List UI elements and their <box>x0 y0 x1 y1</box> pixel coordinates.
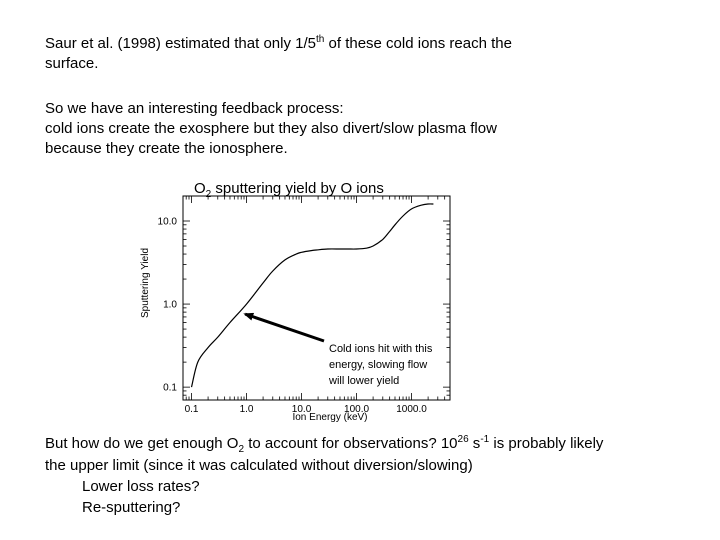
annotation-line-2: energy, slowing flow <box>329 359 428 371</box>
bottom-line-1 <box>45 434 603 453</box>
bottom-superscript-minus-1: -1 <box>480 434 490 445</box>
x-tick-label: 1.0 <box>239 404 254 415</box>
bottom-text-d: is probably likely <box>489 435 604 452</box>
bottom-text-c: s <box>468 435 481 452</box>
intro-superscript: th <box>316 34 325 45</box>
bottom-line-3: Lower loss rates? <box>82 478 200 495</box>
y-tick-label: 0.1 <box>163 382 177 394</box>
bottom-text-b: to account for observations? 10 <box>244 435 458 452</box>
feedback-line-2: cold ions create the exosphere but they also divert/slow plasma flow <box>45 120 497 137</box>
chart-title <box>194 179 384 198</box>
chart-title-b: sputtering yield by O ions <box>211 180 384 197</box>
intro-line-1 <box>45 34 512 53</box>
intro-text-b: of these cold ions reach the <box>324 35 512 52</box>
intro-line-2: surface. <box>45 55 99 72</box>
x-tick-label: 100.0 <box>344 404 370 415</box>
chart-annotation <box>329 341 432 389</box>
y-tick-label: 10.0 <box>157 216 177 228</box>
bottom-superscript-26: 26 <box>457 434 469 445</box>
intro-text-a: Saur et al. (1998) estimated that only 1/5 <box>45 35 316 52</box>
annotation-line-3: will lower yield <box>329 375 400 387</box>
y-axis-label: Sputtering Yield <box>140 247 151 319</box>
x-tick-label: 1000.0 <box>396 404 427 415</box>
feedback-line-3: because they create the ionosphere. <box>45 140 288 157</box>
feedback-line-1: So we have an interesting feedback process: <box>45 100 344 117</box>
y-tick-label: 1.0 <box>163 299 177 311</box>
chart-title-a: O <box>194 180 206 197</box>
bottom-line-4: Re-sputtering? <box>82 499 181 516</box>
bottom-subscript: 2 <box>238 444 245 455</box>
chart-title-sub: 2 <box>205 189 212 200</box>
annotation-line-1: Cold ions hit with this <box>329 343 433 355</box>
x-axis-label: Ion Energy (keV) <box>292 412 368 423</box>
x-tick-label: 10.0 <box>291 404 312 415</box>
x-tick-label: 0.1 <box>184 404 199 415</box>
bottom-line-2: the upper limit (since it was calculated without diversion/slowing) <box>45 457 473 474</box>
bottom-text-a: But how do we get enough O <box>45 435 239 452</box>
